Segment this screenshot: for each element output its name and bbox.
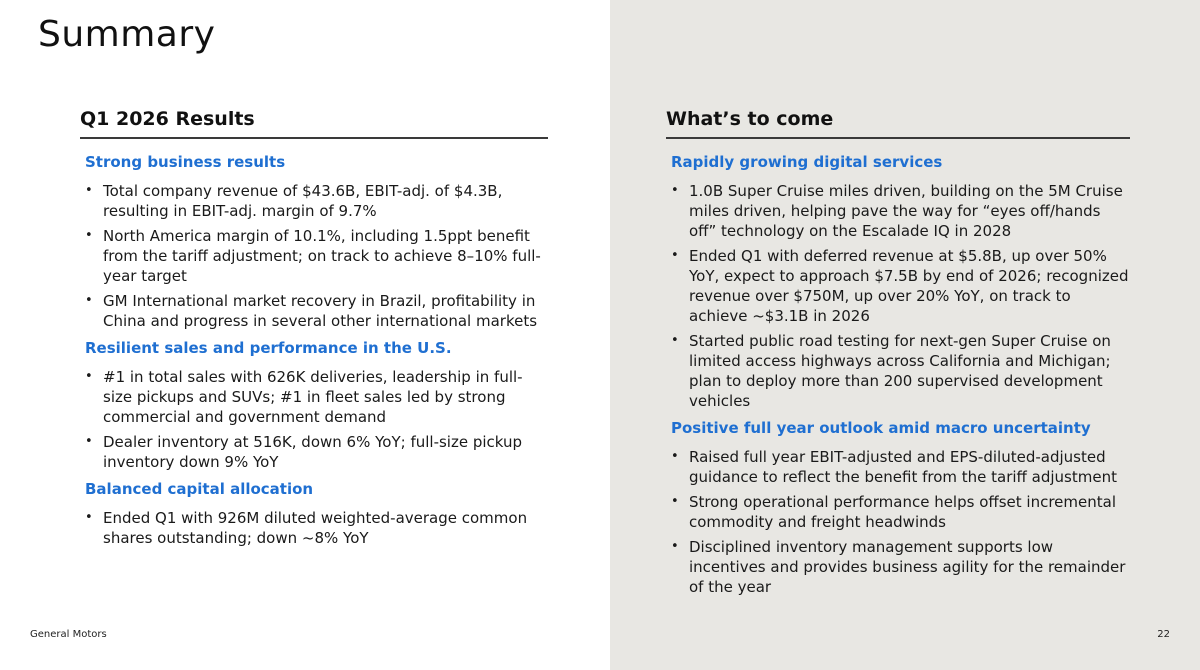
bullet-item: • Ended Q1 with 926M diluted weighted-average common shares outstanding; down ~8% YoY: [85, 508, 548, 548]
bullet-item: • Raised full year EBIT-adjusted and EPS-diluted-adjusted guidance to reflect the benefit from the tariff adjustment: [671, 447, 1130, 487]
bullet-item: • Total company revenue of $43.6B, EBIT-adj. of $4.3B, resulting in EBIT-adj. margin of 9.7%: [85, 181, 548, 221]
bullet-list: [666, 447, 1130, 597]
bullet-item: • 1.0B Super Cruise miles driven, building on the 5M Cruise miles driven, helping pave the way for “eyes off/hands off” technology on the Escalade IQ in 2028: [671, 181, 1130, 241]
section-heading: Balanced capital allocation: [85, 480, 314, 498]
section-heading: Strong business results: [85, 153, 286, 171]
bullet-item: • #1 in total sales with 626K deliveries, leadership in full-size pickups and SUVs; #1 in fleet sales led by strong commercial and government demand: [85, 367, 548, 427]
bullet-item: • Ended Q1 with deferred revenue at $5.8B, up over 50% YoY, expect to approach $7.5B by end of 2026; recognized revenue over $750M, up over 20% YoY, on track to achieve ~$3.1B in 2026: [671, 246, 1130, 326]
section-resilient-sales: [80, 338, 548, 472]
page-title: Summary: [38, 14, 216, 55]
right-column: [666, 108, 1130, 602]
section-strong-business-results: [80, 152, 548, 331]
bullet-item: • Strong operational performance helps offset incremental commodity and freight headwinds: [671, 492, 1130, 532]
bullet-item: • Disciplined inventory management supports low incentives and provides business agility for the remainder of the year: [671, 537, 1130, 597]
footer-page-number: 22: [1157, 629, 1170, 640]
bullet-list: [666, 181, 1130, 411]
section-heading: Rapidly growing digital services: [671, 153, 943, 171]
bullet-item: • Dealer inventory at 516K, down 6% YoY; full-size pickup inventory down 9% YoY: [85, 432, 548, 472]
bullet-list: [80, 367, 548, 472]
bullet-list: [80, 181, 548, 331]
footer-company-name: General Motors: [30, 629, 107, 640]
left-column-heading: Q1 2026 Results: [80, 108, 548, 139]
section-heading: Resilient sales and performance in the U.S.: [85, 339, 452, 357]
bullet-item: • North America margin of 10.1%, including 1.5ppt benefit from the tariff adjustment; on track to achieve 8–10% full-year target: [85, 226, 548, 286]
section-heading: Positive full year outlook amid macro uncertainty: [671, 419, 1091, 437]
section-full-year-outlook: [666, 418, 1130, 597]
section-capital-allocation: [80, 479, 548, 548]
section-digital-services: [666, 152, 1130, 411]
left-column: [80, 108, 548, 553]
bullet-item: • Started public road testing for next-gen Super Cruise on limited access highways across California and Michigan; plan to deploy more than 200 supervised development vehicles: [671, 331, 1130, 411]
bullet-list: [80, 508, 548, 548]
bullet-item: • GM International market recovery in Brazil, profitability in China and progress in several other international markets: [85, 291, 548, 331]
right-column-heading: What’s to come: [666, 108, 1130, 139]
